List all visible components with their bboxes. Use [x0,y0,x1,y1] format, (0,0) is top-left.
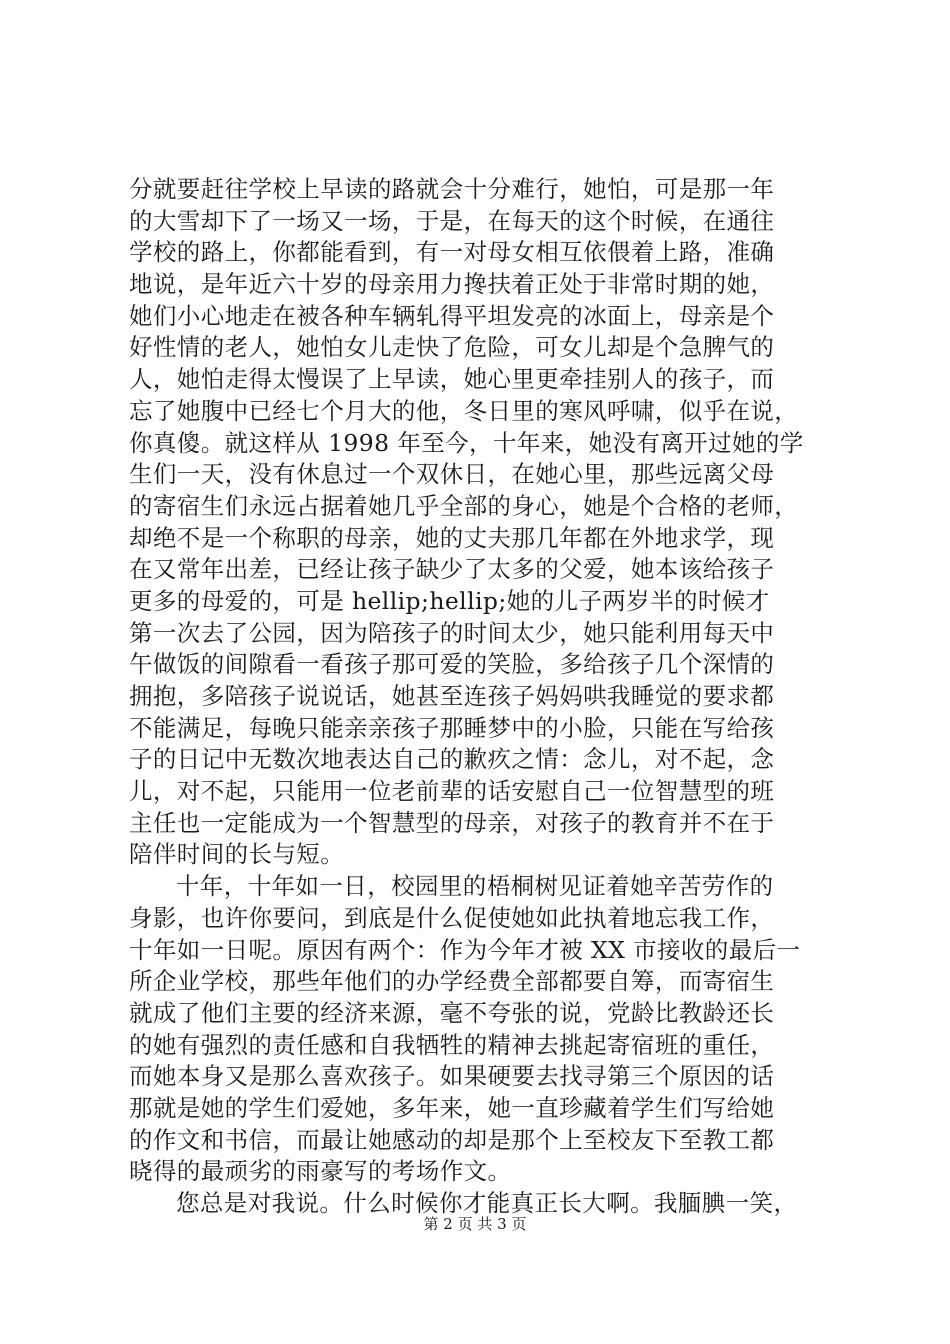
text-line: 生们一天，没有休息过一个双休日，在她心里，那些远离父母 [129,460,775,489]
text-line: 的寄宿生们永远占据着她几乎全部的身心，她是个合格的老师， [129,491,799,520]
text-line: 所企业学校，那些年他们的办学经费全部都要自筹，而寄宿生 [129,967,775,996]
text-line: 拥抱，多陪孩子说说话，她甚至连孩子妈妈哄我睡觉的要求都 [129,682,775,710]
paragraph-start-line: 您总是对我说。什么时候你才能真正长大啊。我腼腆一笑， [176,1189,798,1217]
text-line: 子的日记中无数次地表达自己的歉疚之情：念儿，对不起，念 [129,745,775,774]
text-line: 的大雪却下了一场又一场，于是，在每天的这个时候，在通往 [129,206,775,235]
text-line: 儿，对不起，只能用一位老前辈的话安慰自己一位智慧型的班 [129,777,775,806]
text-line: 十年如一日呢。原因有两个：作为今年才被 XX 市接收的最后一 [129,935,801,964]
text-line: 忘了她腹中已经七个月大的他，冬日里的寒风呼啸，似乎在说， [129,396,799,425]
text-line: 晓得的最顽劣的雨豪写的考场作文。 [129,1157,512,1186]
text-line: 的她有强烈的责任感和自我牺牲的精神去挑起寄宿班的重任， [129,1030,775,1059]
text-line: 陪伴时间的长与短。 [129,840,345,869]
text-line: 那就是她的学生们爱她，多年来，她一直珍藏着学生们写给她 [129,1093,775,1122]
text-line: 而她本身又是那么喜欢孩子。如果硬要去找寻第三个原因的话 [129,1062,775,1091]
text-line: 她们小心地走在被各种车辆轧得平坦发亮的冰面上，母亲是个 [129,301,775,330]
text-line: 在又常年出差，已经让孩子缺少了太多的父爱，她本该给孩子 [129,555,775,584]
page-number-label: 第 2 页 共 3 页 [423,1215,527,1233]
text-line: 地说，是年近六十岁的母亲用力搀扶着正处于非常时期的她， [129,270,775,299]
text-line: 第一次去了公园，因为陪孩子的时间太少，她只能利用每天中 [129,618,775,647]
text-line: 你真傻。就这样从 1998 年至今，十年来，她没有离开过她的学 [129,428,804,457]
text-line: 午做饭的间隙看一看孩子那可爱的笑脸，多给孩子几个深情的 [129,650,775,679]
paragraph-start-line: 十年，十年如一日，校园里的梧桐树见证着她辛苦劳作的 [176,872,774,901]
text-line: 学校的路上，你都能看到，有一对母女相互依偎着上路，准确 [129,238,775,267]
body-text [129,174,839,1220]
text-line: 更多的母爱的，可是 hellip;hellip;她的儿子两岁半的时候才 [129,586,770,615]
text-line: 好性情的老人，她怕女儿走快了危险，可女儿却是个急脾气的 [129,333,775,362]
text-line: 就成了他们主要的经济来源，毫不夸张的说，党龄比教龄还长 [129,998,775,1027]
text-line: 却绝不是一个称职的母亲，她的丈夫那几年都在外地求学，现 [129,523,775,552]
text-line: 不能满足，每晚只能亲亲孩子那睡梦中的小脸，只能在写给孩 [129,713,775,742]
text-line: 人，她怕走得太慢误了上早读，她心里更牵挂别人的孩子，而 [129,365,775,394]
text-line: 的作文和书信，而最让她感动的却是那个上至校友下至教工都 [129,1125,775,1154]
text-line: 身影，也许你要问，到底是什么促使她如此执着地忘我工作， [129,903,775,932]
text-line: 分就要赶往学校上早读的路就会十分难行，她怕，可是那一年 [129,175,775,203]
page-footer [0,1214,950,1234]
text-line: 主任也一定能成为一个智慧型的母亲，对孩子的教育并不在于 [129,808,775,837]
